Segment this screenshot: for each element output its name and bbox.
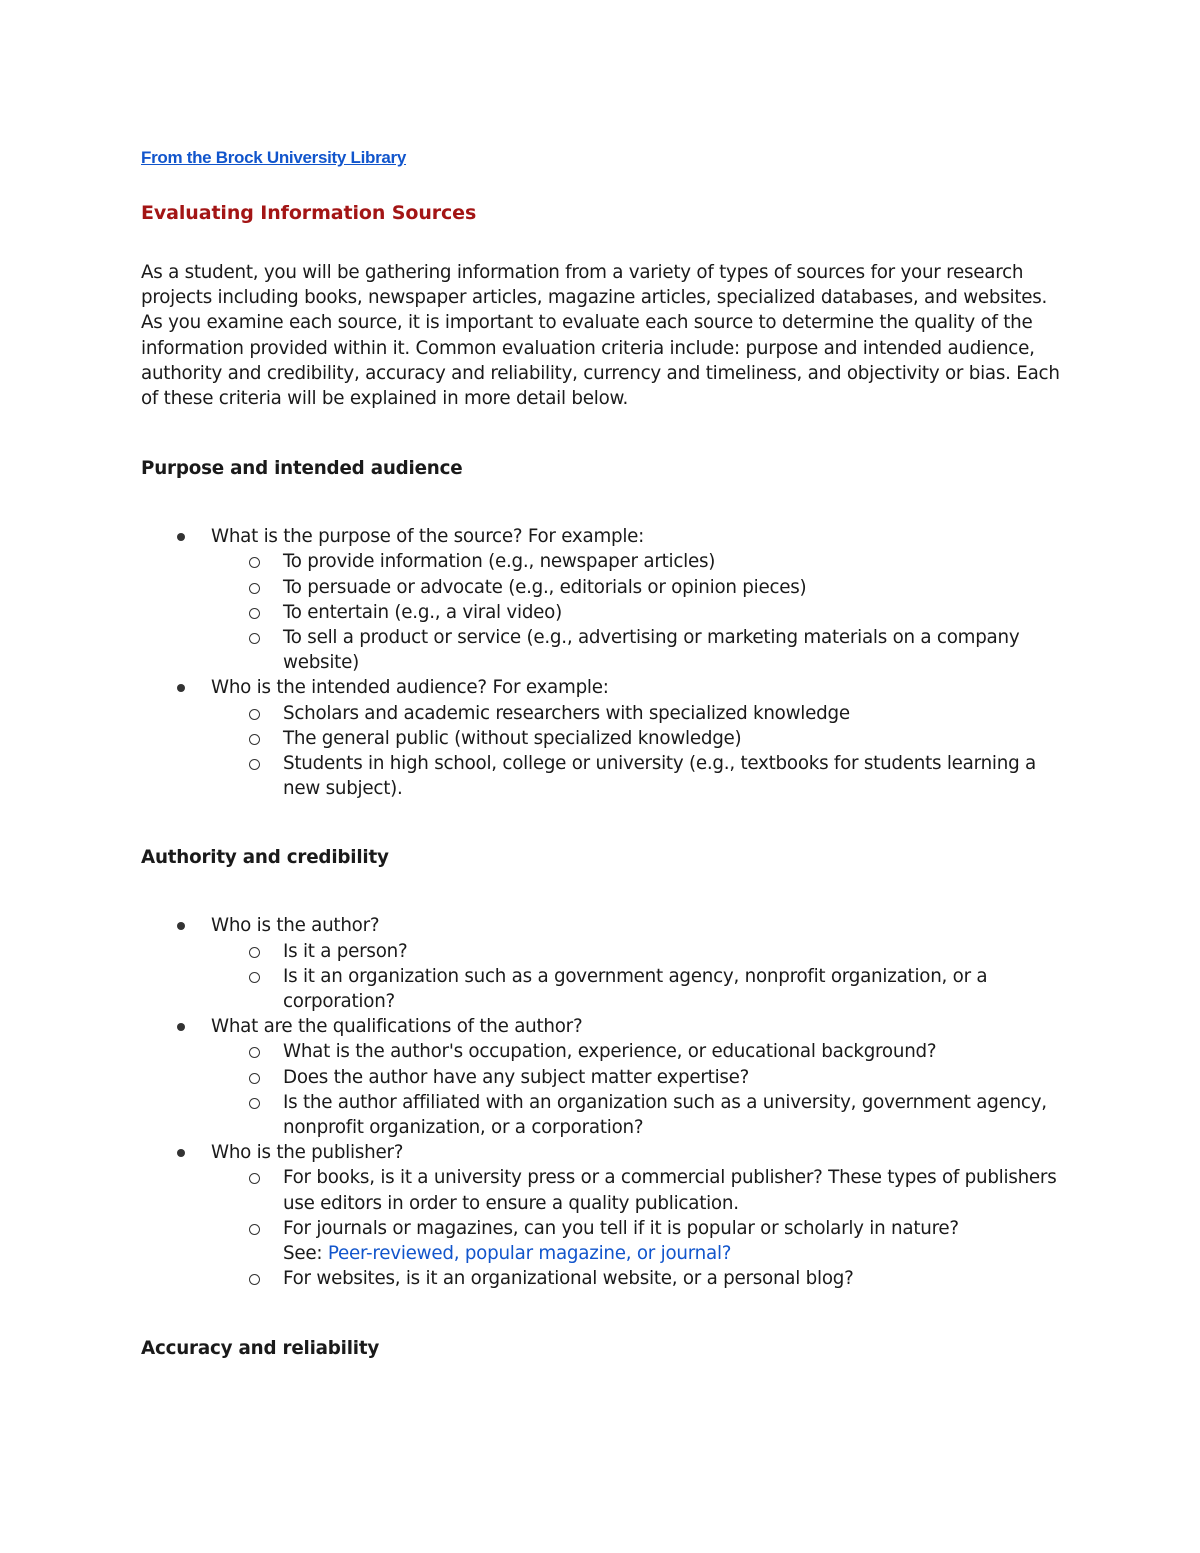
sub-list	[211, 701, 1061, 802]
sub-list-item: For books, is it a university press or a commercial publisher? These types of publishers use editors in order to ensure a quality publication.	[211, 1165, 1061, 1215]
sub-list-item: To provide information (e.g., newspaper articles)	[211, 549, 1061, 574]
circle-bullet-icon	[249, 583, 260, 594]
list-item	[141, 1140, 1061, 1291]
purpose-list	[141, 524, 1061, 801]
circle-bullet-icon	[249, 557, 260, 568]
sub-list-item: Is it a person?	[211, 939, 1061, 964]
intro-paragraph: As a student, you will be gathering information from a variety of types of sources for your research projects including books, newspaper articles, magazine articles, specialized databases, and websites. As you examine each source, it is important to evaluate each source to determine the quality of the information provided within it. Common evaluation criteria include: purpose and intended audience, authority and credibility, accuracy and reliability, currency and timeliness, and objectivity or bias. Each of these criteria will be explained in more detail below.	[141, 262, 1060, 410]
circle-bullet-icon	[249, 1274, 260, 1285]
list-item	[141, 524, 1061, 675]
circle-bullet-icon	[249, 1047, 260, 1058]
authority-list	[141, 913, 1061, 1291]
sub-list-item: Students in high school, college or university (e.g., textbooks for students learning a new subject).	[211, 751, 1061, 801]
list-item	[141, 675, 1061, 801]
circle-bullet-icon	[249, 1173, 260, 1184]
section-heading-authority: Authority and credibility	[141, 847, 389, 869]
circle-bullet-icon	[249, 1224, 260, 1235]
section-heading-accuracy: Accuracy and reliability	[141, 1337, 380, 1359]
question-text: Who is the publisher?	[211, 1142, 404, 1164]
question-text: What is the purpose of the source? For example:	[211, 526, 645, 548]
circle-bullet-icon	[249, 709, 260, 720]
bullet-icon	[177, 533, 185, 541]
sub-list-item: Does the author have any subject matter expertise?	[211, 1065, 1061, 1090]
sub-list-item: For journals or magazines, can you tell if it is popular or scholarly in nature? See: Peer-reviewed, popular magazine, or journal?	[211, 1216, 1061, 1266]
section-heading-purpose: Purpose and intended audience	[141, 458, 463, 480]
sub-list-item: To entertain (e.g., a viral video)	[211, 600, 1061, 625]
question-text: Who is the intended audience? For example:	[211, 677, 609, 699]
circle-bullet-icon	[249, 1098, 260, 1109]
sub-list-item: To persuade or advocate (e.g., editorials or opinion pieces)	[211, 575, 1061, 600]
circle-bullet-icon	[249, 734, 260, 745]
sub-list	[211, 939, 1061, 1015]
list-item	[141, 1014, 1061, 1140]
bullet-icon	[177, 1149, 185, 1157]
sub-list	[211, 549, 1061, 675]
document-page	[141, 146, 1061, 1362]
question-text: What are the qualifications of the author?	[211, 1016, 583, 1038]
circle-bullet-icon	[249, 608, 260, 619]
peer-reviewed-link[interactable]: Peer-reviewed, popular magazine, or journal?	[327, 1243, 732, 1265]
source-link[interactable]: From the Brock University Library	[141, 148, 407, 167]
sub-list-item: What is the author's occupation, experience, or educational background?	[211, 1039, 1061, 1064]
circle-bullet-icon	[249, 1073, 260, 1084]
sub-list-item: To sell a product or service (e.g., advertising or marketing materials on a company website)	[211, 625, 1061, 675]
bullet-icon	[177, 922, 185, 930]
circle-bullet-icon	[249, 759, 260, 770]
bullet-icon	[177, 1023, 185, 1031]
sub-list-item: For websites, is it an organizational website, or a personal blog?	[211, 1266, 1061, 1291]
document-title: Evaluating Information Sources	[141, 202, 477, 224]
sub-list-item: Is the author affiliated with an organization such as a university, government agency, nonprofit organization, or a corporation?	[211, 1090, 1061, 1140]
bullet-icon	[177, 684, 185, 692]
question-text: Who is the author?	[211, 915, 380, 937]
circle-bullet-icon	[249, 972, 260, 983]
list-item	[141, 913, 1061, 1014]
sub-list-item: Is it an organization such as a government agency, nonprofit organization, or a corporation?	[211, 964, 1061, 1014]
circle-bullet-icon	[249, 633, 260, 644]
circle-bullet-icon	[249, 947, 260, 958]
sub-list-item: The general public (without specialized knowledge)	[211, 726, 1061, 751]
sub-list	[211, 1039, 1061, 1140]
sub-list	[211, 1165, 1061, 1291]
sub-list-item: Scholars and academic researchers with specialized knowledge	[211, 701, 1061, 726]
